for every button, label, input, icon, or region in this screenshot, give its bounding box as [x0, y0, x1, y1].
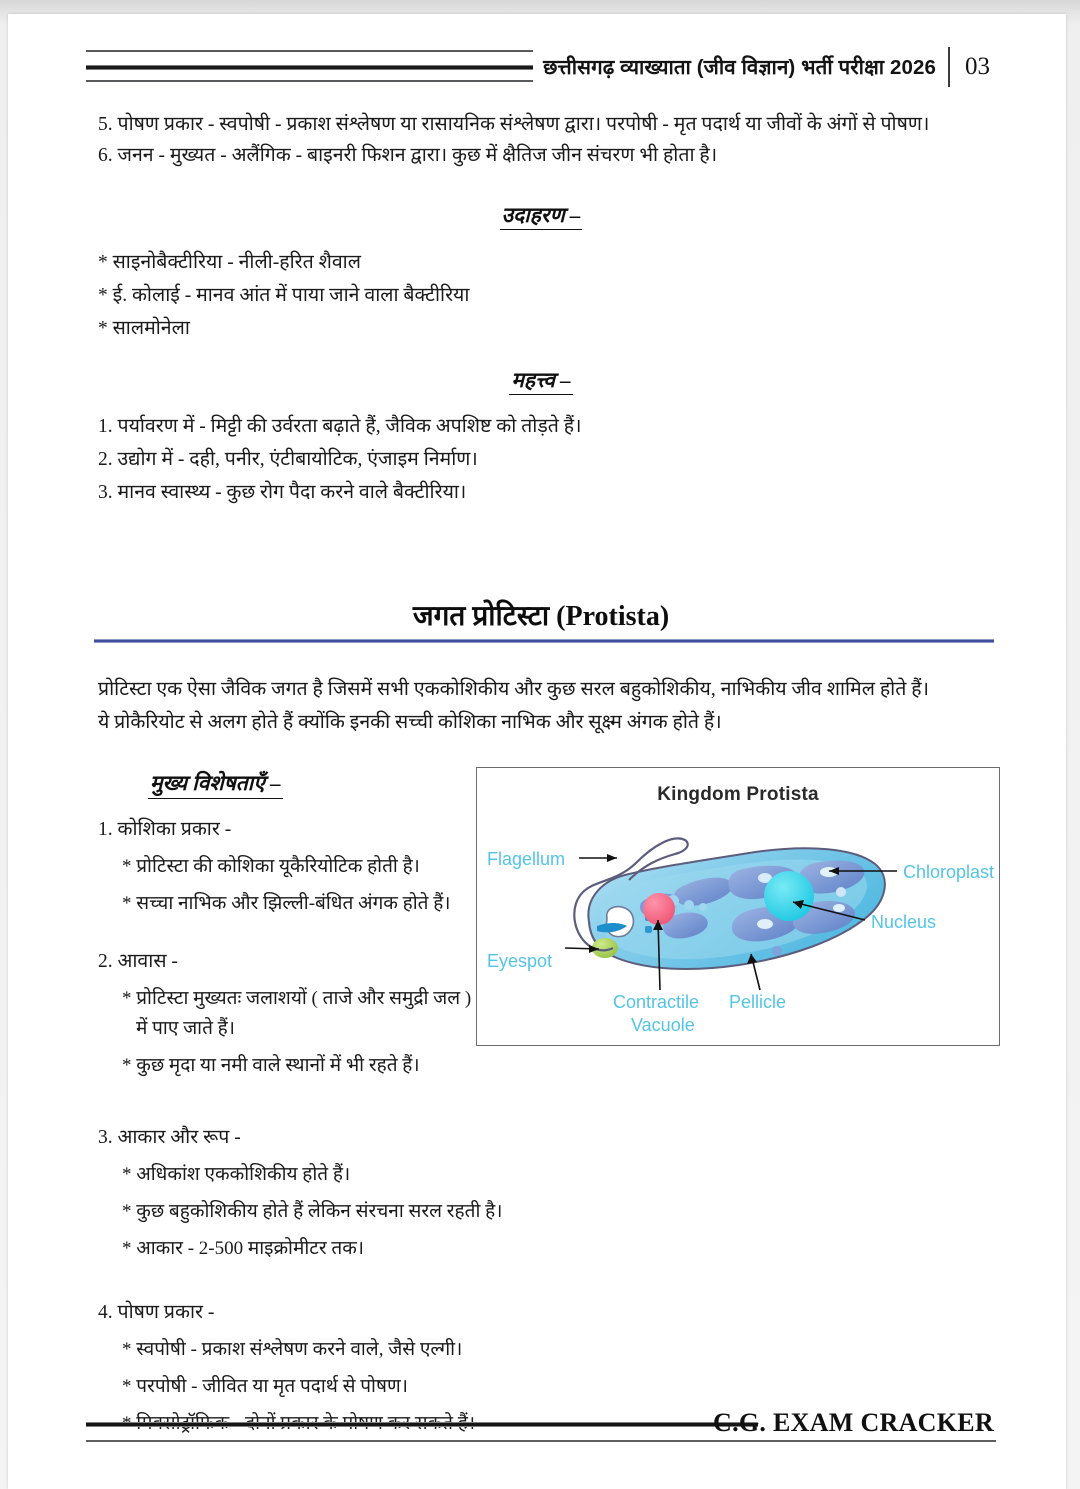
feature-2-sub-1: * प्रोटिस्टा मुख्यतः जलाशयों ( ताजे और समुद्री जल ) [122, 988, 472, 1009]
footer-brand: C.G. EXAM CRACKER [713, 1408, 994, 1437]
feature-3-sub-3: * आकार - 2-500 माइक्रोमीटर तक। [122, 1238, 364, 1259]
label-flagellum: Flagellum [487, 849, 566, 869]
feature-2-title: 2. आवास - [98, 951, 178, 972]
examples-heading-text: उदाहरण [501, 203, 565, 227]
section-intro [98, 674, 998, 740]
section-title [86, 596, 996, 634]
example-item-3: * सालमोनेला [98, 318, 190, 339]
label-eyespot: Eyespot [487, 951, 553, 971]
importance-item-2: 2. उद्योग में - दही, पनीर, एंटीबायोटिक, एंजाइम निर्माण। [98, 449, 478, 470]
vesicle-2 [684, 900, 694, 910]
feature-3-sub-1: * अधिकांश एककोशिकीय होते हैं। [122, 1164, 351, 1185]
feature-4-sub-2: * परपोषी - जीवित या मृत पदार्थ से पोषण। [122, 1376, 408, 1397]
footer-rule-thick [86, 1422, 758, 1427]
importance-heading-text: महत्त्व [511, 368, 555, 392]
granule-2 [836, 887, 846, 897]
chloroplast-highlight-4 [833, 904, 845, 912]
features-heading-dash: – [270, 771, 281, 795]
page-header [86, 50, 996, 98]
diagram-title: Kingdom Protista [657, 784, 819, 805]
page-sheet [8, 14, 1066, 1489]
vesicle-3 [699, 903, 707, 911]
feature-1-sub-1: * प्रोटिस्टा की कोशिका यूकैरियोटिक होती है। [122, 856, 420, 877]
section-title-rule [94, 639, 994, 643]
feature-3-sub-2: * कुछ बहुकोशिकीय होते हैं लेकिन संरचना सरल रहती है। [122, 1201, 503, 1222]
protista-diagram [476, 767, 1000, 1046]
example-item-2: * ई. कोलाई - मानव आंत में पाया जाने वाला बैक्टीरिया [98, 285, 470, 306]
feature-2-sub-1-cont: में पाए जाते हैं। [136, 1018, 235, 1039]
nucleus-organelle [764, 871, 814, 921]
importance-item-3: 3. मानव स्वास्थ्य - कुछ रोग पैदा करने वाले बैक्टीरिया। [98, 482, 467, 503]
flagellum-arrowhead [607, 854, 617, 862]
examples-heading [86, 201, 996, 229]
label-pellicle: Pellicle [729, 992, 787, 1012]
feature-1-sub-2: * सच्चा नाभिक और झिल्ली-बंधित अंगक होते हैं। [122, 893, 451, 914]
header-label-group [533, 47, 996, 87]
section-title-latin: (Protista) [556, 601, 670, 632]
page-footer [86, 1408, 996, 1448]
label-contractile-vacuole-line1: Contractile [613, 992, 700, 1012]
label-contractile-vacuole-line2: Vacuole [631, 1015, 695, 1035]
page-content-area [86, 14, 996, 1489]
examples-heading-dash: – [569, 203, 581, 227]
protista-cell-illustration [477, 768, 1000, 1046]
features-heading [148, 769, 283, 797]
section-title-hindi: जगत प्रोटिस्टा [412, 601, 557, 632]
contractile-vacuole-organelle [643, 893, 675, 925]
feature-4-sub-1: * स्वपोषी - प्रकाश संश्लेषण करने वाले, जैसे एल्गी। [122, 1339, 463, 1360]
top-list-item-5: 5. पोषण प्रकार - स्वपोषी - प्रकाश संश्लेषण या रासायनिक संश्लेषण द्वारा। परपोषी - मृत पदार्थ या जीवों के अंगों से पोषण। [98, 114, 930, 135]
section-intro-line-1: प्रोटिस्टा एक ऐसा जैविक जगत है जिसमें सभी एककोशिकीय और कुछ सरल बहुकोशिकीय, नाभिकीय जीव शामिल होते हैं। [98, 679, 929, 700]
feature-block-3 [98, 1122, 738, 1260]
label-nucleus: Nucleus [871, 912, 937, 932]
importance-heading [86, 366, 996, 394]
importance-item-1: 1. पर्यावरण में - मिट्टी की उर्वरता बढ़ाते हैं, जैविक अपशिष्ट को तोड़ते हैं। [98, 416, 582, 437]
section-intro-line-2: ये प्रोकैरियोट से अलग होते हैं क्योंकि इनकी सच्ची कोशिका नाभिक और सूक्ष्म अंगक होते हैं। [98, 711, 722, 733]
feature-2-sub-2: * कुछ मृदा या नमी वाले स्थानों में भी रहते हैं। [122, 1055, 420, 1076]
feature-block-2 [98, 946, 518, 1077]
feature-1-title: 1. कोशिका प्रकार - [98, 819, 232, 840]
granule-1 [772, 946, 782, 956]
vesicle-5 [645, 926, 652, 933]
label-chloroplast: Chloroplast [903, 862, 995, 882]
features-heading-text: मुख्य विशेषताएँ [150, 771, 265, 795]
footer-rule-bottom [86, 1440, 996, 1442]
feature-3-title: 3. आकार और रूप - [98, 1127, 241, 1148]
top-list-item-6: 6. जनन - मुख्यत - अलैंगिक - बाइनरी फिशन द्वारा। कुछ में क्षैतिज जीन संचरण भी होता है। [98, 145, 718, 166]
importance-heading-dash: – [560, 368, 571, 392]
feature-block-1 [98, 814, 518, 915]
feature-4-title: 4. पोषण प्रकार - [98, 1302, 215, 1323]
header-exam-title: छत्तीसगढ़ व्याख्याता (जीव विज्ञान) भर्ती परीक्षा 2026 [543, 56, 936, 79]
chloroplast-highlight-3 [757, 919, 773, 929]
example-item-1: * साइनोबैक्टीरिया - नीली-हरित शैवाल [98, 252, 361, 273]
header-page-number: 03 [965, 53, 990, 80]
